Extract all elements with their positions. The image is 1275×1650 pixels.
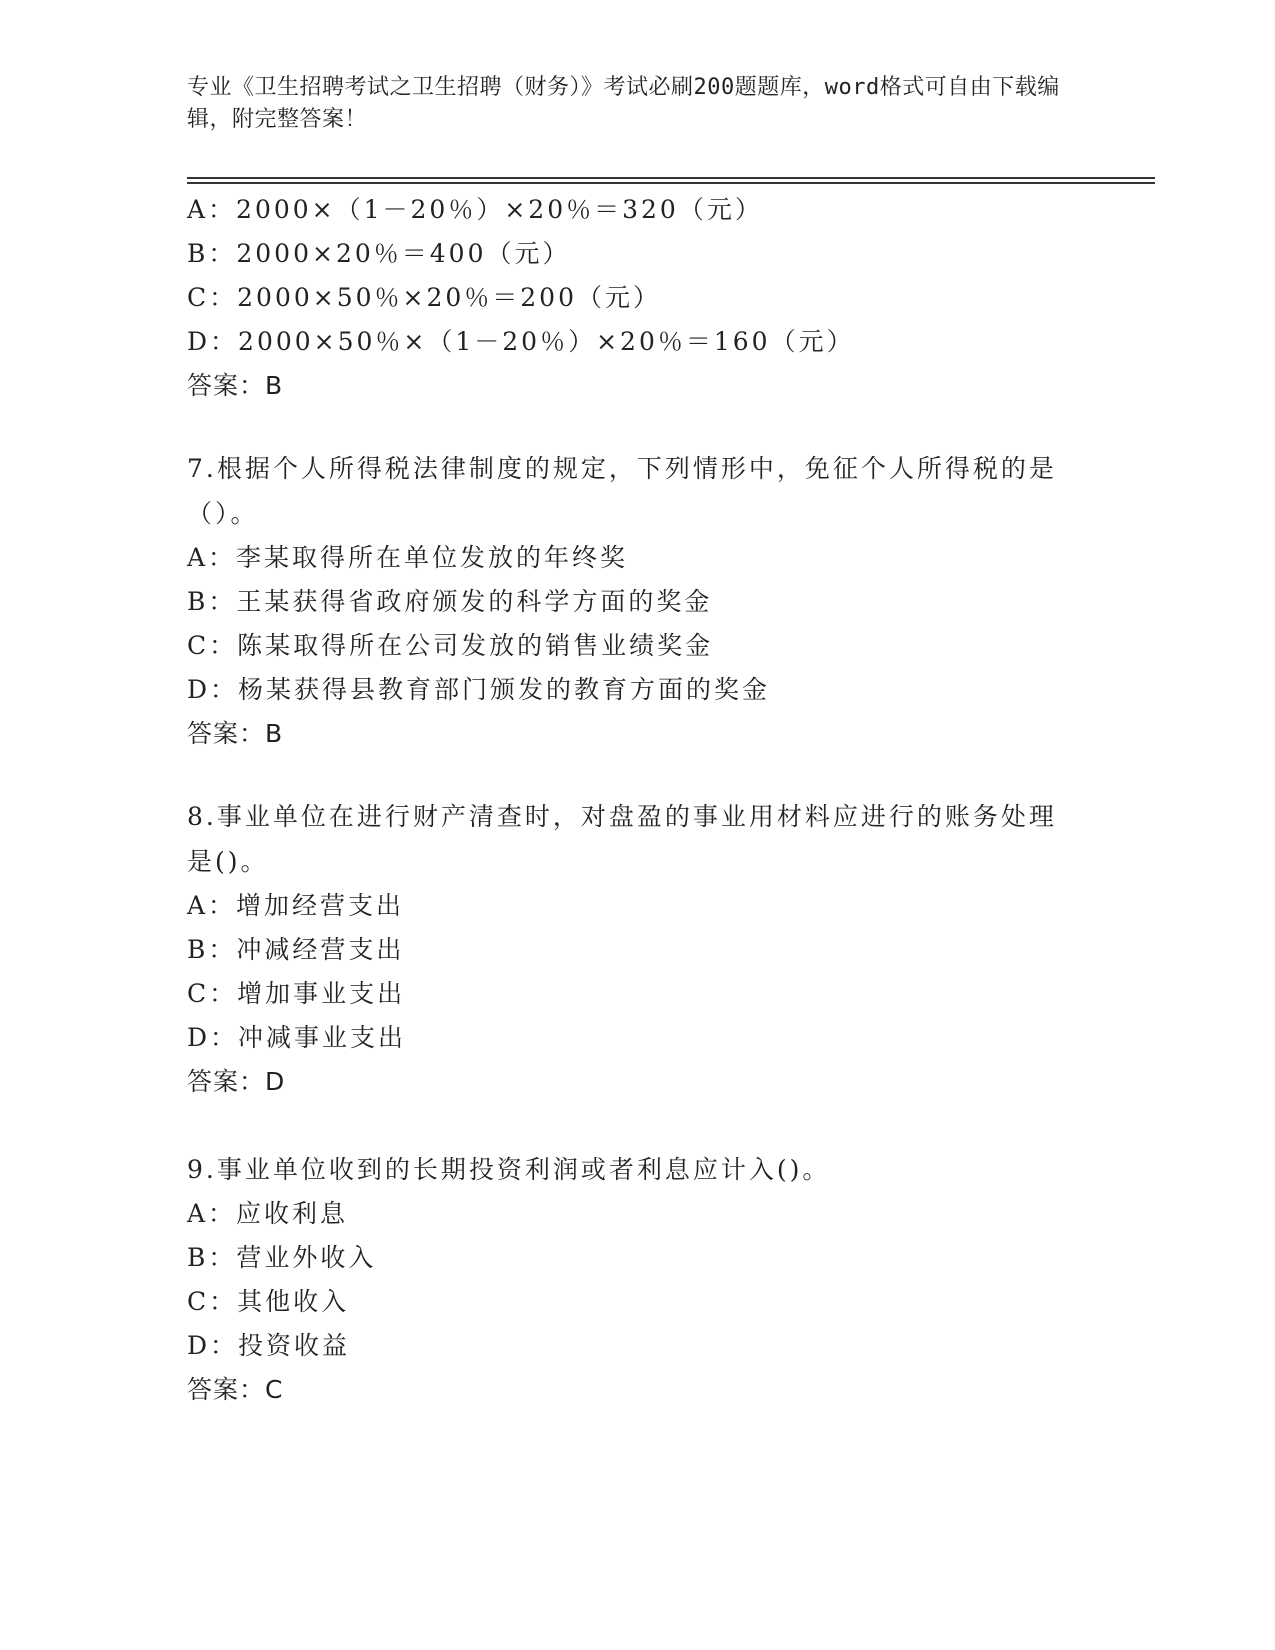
q7-option-c: C：陈某取得所在公司发放的销售业绩奖金 [187,631,714,660]
q8-option-c: C：增加事业支出 [187,979,406,1008]
q8-stem: 8.事业单位在进行财产清查时，对盘盈的事业用材料应进行的账务处理是()。 [187,802,1057,876]
q9-stem: 9.事业单位收到的长期投资利润或者利息应计入()。 [187,1155,831,1184]
q9-option-b: B：营业外收入 [187,1243,377,1272]
q7-option-a: A：李某取得所在单位发放的年终奖 [187,543,629,572]
q9-option-c: C：其他收入 [187,1287,350,1316]
q9-option-d: D：投资收益 [187,1331,351,1360]
q7-answer: 答案：B [187,719,284,748]
header-divider-bottom [187,182,1155,184]
q6-option-b: B：2000×20％＝400（元） [187,239,571,268]
q7-option-b: B：王某获得省政府颁发的科学方面的奖金 [187,587,713,616]
q6-option-c: C：2000×50％×20％＝200（元） [187,283,661,312]
q7-option-d: D：杨某获得县教育部门颁发的教育方面的奖金 [187,675,771,704]
q8-option-d: D：冲减事业支出 [187,1023,407,1052]
q8-option-b: B：冲减经营支出 [187,935,405,964]
q9-answer: 答案：C [187,1375,284,1404]
q6-answer: 答案：B [187,371,284,400]
q7-stem: 7.根据个人所得税法律制度的规定，下列情形中，免征个人所得税的是（）。 [187,454,1057,528]
q6-option-d: D：2000×50％×（1－20％）×20％＝160（元） [187,327,855,356]
q8-answer: 答案：D [187,1067,286,1096]
header-intro: 专业《卫生招聘考试之卫生招聘（财务）》考试必刷200题题库，word格式可自由下载编辑，附完整答案！ [187,75,1060,132]
q6-option-a: A：2000×（1－20％）×20％＝320（元） [187,195,763,224]
q8-option-a: A：增加经营支出 [187,891,405,920]
header-divider-top [187,177,1155,179]
q9-option-a: A：应收利息 [187,1199,349,1228]
